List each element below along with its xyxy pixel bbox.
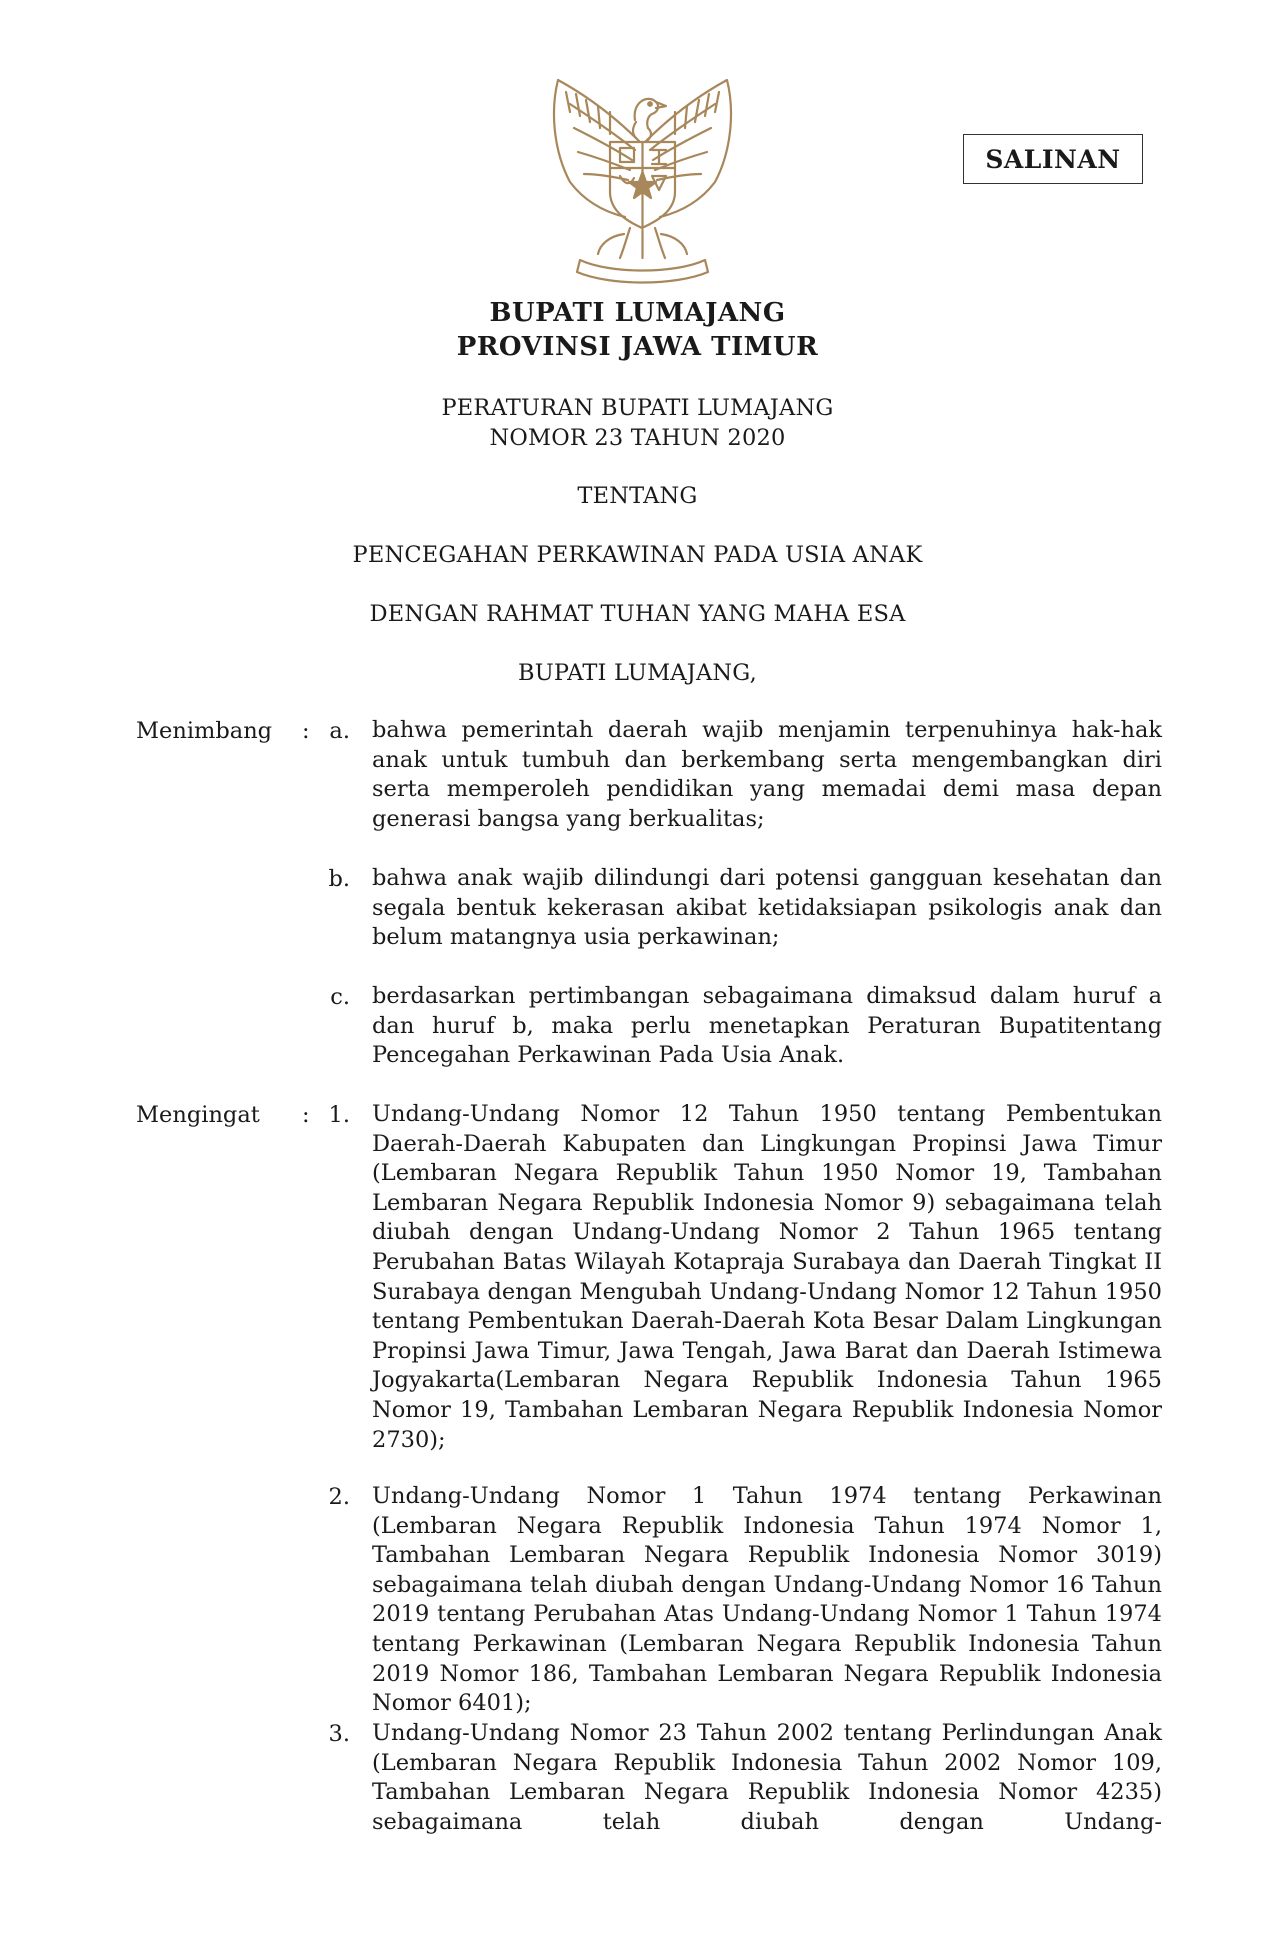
- mengingat-label: Mengingat: [136, 1102, 260, 1128]
- menimbang-item-text: bahwa anak wajib dilindungi dari potensi gangguan kesehatan dan segala bentuk kekerasan akibat ketidaksiapan psikologis anak dan belum matangnya usia perkawinan;: [372, 865, 1162, 951]
- menimbang-item-mark: b.: [328, 866, 350, 892]
- mengingat-item-text: Undang-Undang Nomor 23 Tahun 2002 tentang Perlindungan Anak (Lembaran Negara Republik Indonesia Tahun 2002 Nomor 109, Tambahan Lembaran Negara Republik Indonesia Nomor 4235) sebagaimana telah diubah dengan Undang-: [372, 1720, 1162, 1835]
- salinan-stamp: SALINAN: [963, 134, 1143, 184]
- mengingat-item-mark: 1.: [328, 1102, 350, 1128]
- menimbang-item-mark: c.: [330, 984, 350, 1010]
- menimbang-item-text: bahwa pemerintah daerah wajib menjamin terpenuhinya hak-hak anak untuk tumbuh dan berkembang serta mengembangkan diri serta memperoleh pendidikan yang memadai demi masa depan generasi bangsa yang berkualitas;: [372, 717, 1162, 832]
- mengingat-item-mark: 2.: [328, 1484, 350, 1510]
- mengingat-item-text: Undang-Undang Nomor 1 Tahun 1974 tentang Perkawinan (Lembaran Negara Republik Indonesia Tahun 1974 Nomor 1, Tambahan Lembaran Negara Republik Indonesia Nomor 3019) sebagaimana telah diubah dengan Undang-Undang Nomor 16 Tahun 2019 tentang Perubahan Atas Undang-Undang Nomor 1 Tahun 1974 tentang Perkawinan (Lembaran Negara Republik Indonesia Tahun 2019 Nomor 186, Tambahan Lembaran Negara Republik Indonesia Nomor 6401);: [372, 1483, 1162, 1717]
- mengingat-colon: :: [302, 1102, 310, 1128]
- issuer-signoff: BUPATI LUMAJANG,: [517, 660, 758, 686]
- regulation-title: PERATURAN BUPATI LUMAJANG: [441, 395, 834, 421]
- grace-statement: DENGAN RAHMAT TUHAN YANG MAHA ESA: [369, 601, 906, 627]
- about-heading: TENTANG: [577, 483, 698, 509]
- menimbang-label: Menimbang: [136, 718, 273, 744]
- mengingat-item-mark: 3.: [328, 1721, 350, 1747]
- menimbang-item-mark: a.: [329, 718, 350, 744]
- garuda-emblem-icon: [540, 72, 745, 292]
- issuer-title: BUPATI LUMAJANG: [489, 298, 786, 328]
- province-title: PROVINSI JAWA TIMUR: [456, 332, 819, 362]
- regulation-number: NOMOR 23 TAHUN 2020: [489, 425, 786, 451]
- mengingat-item-text: Undang-Undang Nomor 12 Tahun 1950 tentang Pembentukan Daerah-Daerah Kabupaten dan Lingkungan Propinsi Jawa Timur (Lembaran Negara Republik Tahun 1950 Nomor 19, Tambahan Lembaran Negara Republik Indonesia Nomor 9) sebagaimana telah diubah dengan Undang-Undang Nomor 2 Tahun 1965 tentang Perubahan Batas Wilayah Kotapraja Surabaya dan Daerah Tingkat II Surabaya dengan Mengubah Undang-Undang Nomor 12 Tahun 1950 tentang Pembentukan Daerah-Daerah Kota Besar Dalam Lingkungan Propinsi Jawa Timur, Jawa Tengah, Jawa Barat dan Daerah Istimewa Jogyakarta(Lembaran Negara Republik Indonesia Tahun 1965 Nomor 19, Tambahan Lembaran Negara Republik Indonesia Nomor 2730);: [372, 1101, 1162, 1453]
- regulation-subject: PENCEGAHAN PERKAWINAN PADA USIA ANAK: [352, 542, 923, 568]
- menimbang-colon: :: [302, 718, 310, 744]
- menimbang-item-text: berdasarkan pertimbangan sebagaimana dimaksud dalam huruf a dan huruf b, maka perlu menetapkan Peraturan Bupatitentang Pencegahan Perkawinan Pada Usia Anak.: [372, 983, 1162, 1069]
